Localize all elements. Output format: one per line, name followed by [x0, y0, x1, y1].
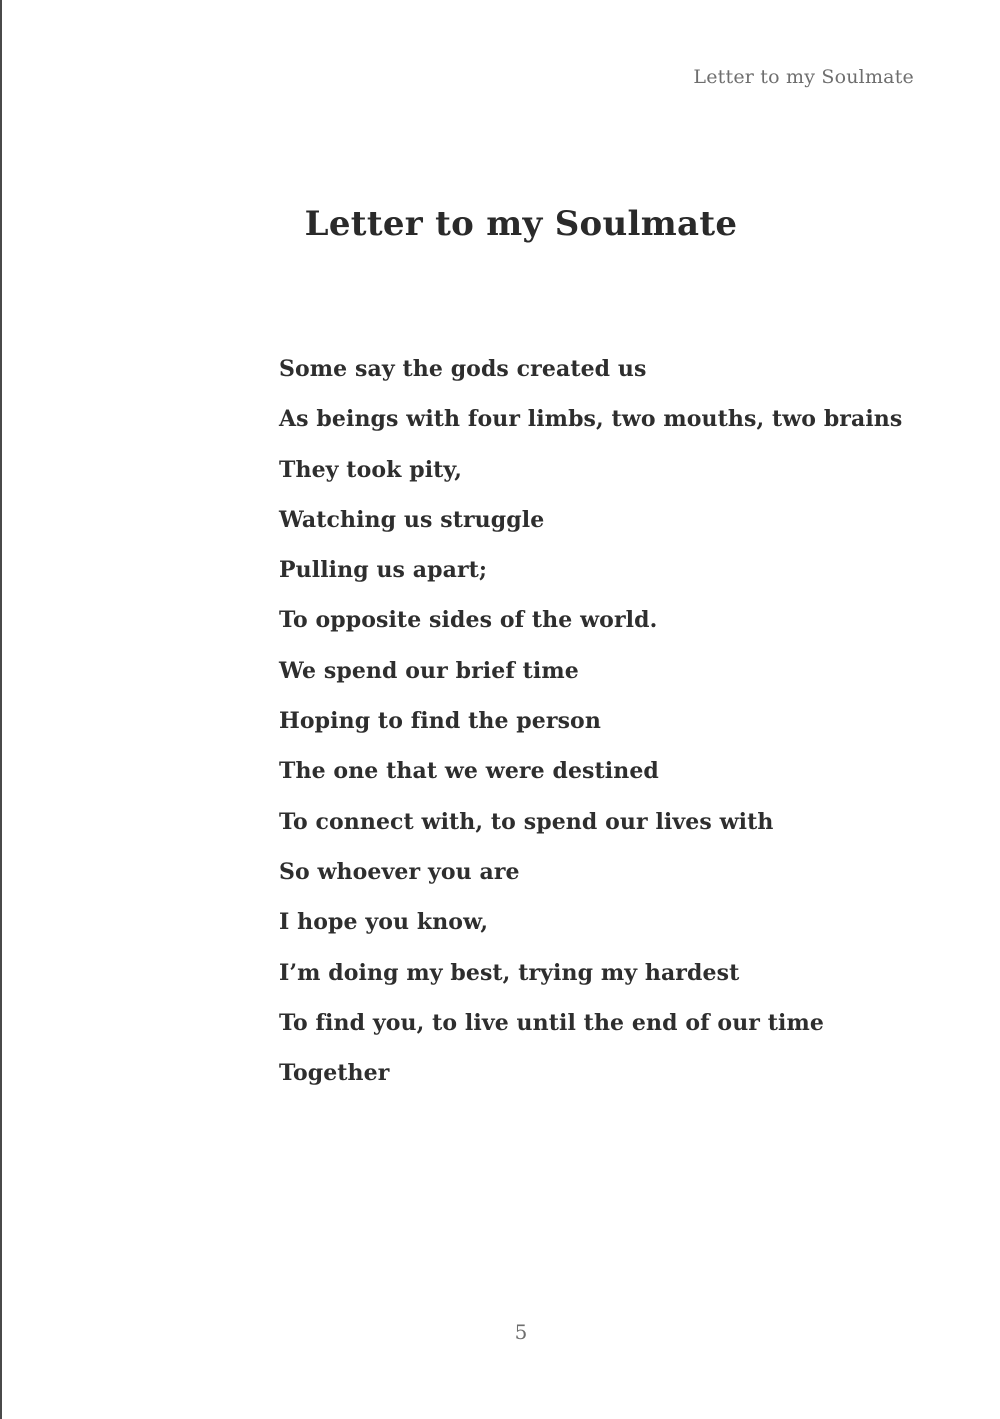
poem-line: Some say the gods created us [279, 356, 647, 382]
poem-line: I’m doing my best, trying my hardest [279, 959, 740, 986]
poem-line: So whoever you are [279, 858, 520, 885]
poem-line: To find you, to live until the end of our time [279, 1009, 824, 1036]
page-number: 5 [514, 1320, 528, 1344]
poem-line: Hoping to find the person [279, 708, 601, 735]
poem-line: Pulling us apart; [279, 557, 488, 584]
poem-title: Letter to my Soulmate [304, 204, 738, 244]
poem-line: We spend our brief time [279, 657, 579, 684]
poem-line: The one that we were destined [279, 758, 659, 785]
running-header: Letter to my Soulmate [693, 66, 914, 88]
poem-line: They took pity, [279, 456, 462, 483]
poem-line: To connect with, to spend our lives with [279, 808, 774, 835]
poem-line: Watching us struggle [279, 506, 545, 533]
poem-line: I hope you know, [279, 909, 489, 936]
poem-line: Together [279, 1060, 390, 1087]
poem-line: To opposite sides of the world. [279, 607, 658, 634]
poem-body [279, 354, 902, 1108]
poem-line: As beings with four limbs, two mouths, two brains [279, 406, 903, 433]
